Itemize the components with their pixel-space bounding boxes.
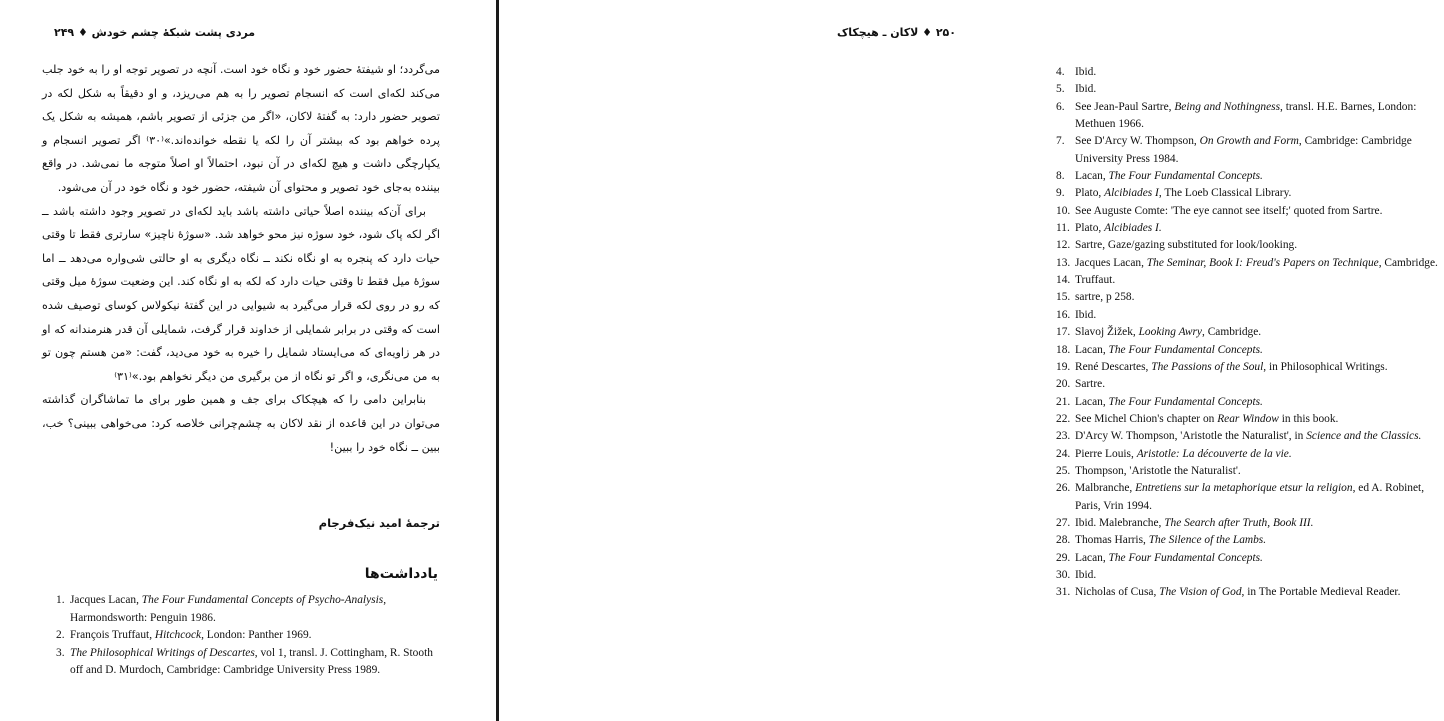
note-title: The Silence of the Lambs. <box>1148 534 1267 547</box>
note-number: 10. <box>1056 204 1071 217</box>
note-number: 24. <box>1056 447 1071 460</box>
note-text <box>1072 133 1444 168</box>
note-number: 16. <box>1056 308 1071 321</box>
note-title: The Four Fundamental Concepts. <box>1108 170 1263 183</box>
left-body-text <box>42 58 440 459</box>
note-pre: Lacan, <box>1075 170 1109 183</box>
note-text <box>1072 64 1444 81</box>
note-text <box>1072 550 1444 567</box>
note-number: 7. <box>1056 135 1065 148</box>
note-item <box>56 645 446 680</box>
note-pre: Ibid. <box>1075 308 1097 321</box>
paragraph-3: بنابراین دامی را که هیچکاک برای جف و همین طور برای ما تماشاگران گذاشته می‌توان در این قاعده از نقد لاکان به چشم‌چرانی خلاصه کرد: می‌خواهی ببینی؟ خب، ببین ــ نگاه خود را ببین! <box>42 393 440 454</box>
note-title: The Vision of God <box>1159 586 1242 599</box>
note-pre: Ibid. <box>1075 83 1097 96</box>
note-post: , in Philosophical Writings. <box>1263 360 1388 373</box>
note-item <box>1056 220 1444 237</box>
note-item <box>1056 567 1444 584</box>
note-pre: See Michel Chion's chapter on <box>1075 412 1218 425</box>
note-pre: Truffaut. <box>1075 274 1116 287</box>
note-text <box>1072 99 1444 134</box>
note-pre: Malbranche, <box>1075 482 1136 495</box>
note-text <box>1072 220 1444 237</box>
note-title: The Four Fundamental Concepts. <box>1108 343 1263 356</box>
note-text <box>1072 272 1444 289</box>
note-pre: Plato, <box>1075 222 1105 235</box>
note-text <box>1072 289 1444 306</box>
note-text <box>1072 480 1444 515</box>
note-number: 17. <box>1056 326 1071 339</box>
note-post: , Cambridge. <box>1202 326 1262 339</box>
note-number: 13. <box>1056 256 1071 269</box>
note-item <box>1056 237 1444 254</box>
note-item <box>1056 515 1444 532</box>
translator-credit: ترجمهٔ امید نیک‌فرجام <box>318 516 440 530</box>
right-running-head: ۲۵۰ ♦ لاکان ـ هیچکاک <box>836 26 956 39</box>
note-pre: Lacan, <box>1075 551 1109 564</box>
note-number: 2. <box>56 629 65 642</box>
note-item <box>1056 203 1444 220</box>
note-title: Looking Awry <box>1138 326 1202 339</box>
note-item <box>56 592 446 627</box>
note-text <box>1072 81 1444 98</box>
note-item <box>1056 411 1444 428</box>
note-number: 28. <box>1056 534 1071 547</box>
note-text <box>1072 237 1444 254</box>
note-number: 30. <box>1056 568 1071 581</box>
note-post: , Cambridge. <box>1378 256 1438 269</box>
note-title: The Four Fundamental Concepts. <box>1108 395 1263 408</box>
note-number: 25. <box>1056 464 1071 477</box>
note-text <box>1072 307 1444 324</box>
note-title: Aristotle: La découverte de la vie. <box>1136 447 1292 460</box>
note-pre: Slavoj Žižek, <box>1075 326 1139 339</box>
note-text <box>1072 394 1444 411</box>
note-text <box>1072 376 1444 393</box>
note-number: 31. <box>1056 586 1071 599</box>
note-item <box>1056 376 1444 393</box>
note-pre: See Auguste Comte: 'The eye cannot see itself;' quoted from Sartre. <box>1075 204 1383 217</box>
note-number: 27. <box>1056 516 1071 529</box>
note-pre: Lacan, <box>1075 395 1109 408</box>
note-post: , Harmondsworth: Penguin 1986. <box>70 594 387 624</box>
note-number: 14. <box>1056 274 1071 287</box>
note-text <box>1072 584 1444 601</box>
note-pre: Plato, <box>1075 187 1105 200</box>
note-number: 11. <box>1056 222 1070 235</box>
note-text <box>1072 428 1444 445</box>
left-notes-list <box>56 592 446 680</box>
note-pre: Jacques Lacan, <box>70 594 142 606</box>
note-text <box>70 592 446 627</box>
note-item <box>1056 64 1444 81</box>
note-title: Hitchcock <box>154 629 202 642</box>
left-page <box>0 0 496 721</box>
note-post: , Cambridge: Cambridge University Press 1984. <box>1075 135 1412 165</box>
note-item <box>1056 99 1444 134</box>
note-pre: Sartre, Gaze/gazing substituted for look/looking. <box>1075 239 1298 252</box>
note-item <box>1056 168 1444 185</box>
note-number: 18. <box>1056 343 1071 356</box>
note-title: Science and the Classics. <box>1306 430 1422 443</box>
note-text <box>1072 359 1444 376</box>
note-number: 9. <box>1056 187 1065 200</box>
note-title: Rear Window <box>1217 412 1279 425</box>
note-item <box>1056 428 1444 445</box>
note-text <box>1072 463 1444 480</box>
note-number: 12. <box>1056 239 1071 252</box>
notes-heading: یادداشت‌ها <box>364 566 438 582</box>
note-title: The Seminar, Book I: Freud's Papers on Technique <box>1146 256 1379 269</box>
note-text <box>70 627 446 645</box>
note-pre: D'Arcy W. Thompson, 'Aristotle the Naturalist', in <box>1075 430 1307 443</box>
note-pre: François Truffaut, <box>70 629 155 642</box>
note-number: 4. <box>1056 66 1065 78</box>
note-pre: Lacan, <box>1075 343 1109 356</box>
note-pre: René Descartes, <box>1075 360 1152 373</box>
note-item <box>1056 185 1444 202</box>
note-number: 29. <box>1056 551 1071 564</box>
note-item <box>1056 307 1444 324</box>
note-number: 26. <box>1056 482 1071 495</box>
note-number: 3. <box>56 646 65 659</box>
note-title: The Search after Truth, Book III. <box>1164 516 1314 529</box>
note-item <box>1056 81 1444 98</box>
note-item <box>1056 133 1444 168</box>
note-pre: Sartre. <box>1075 378 1106 391</box>
note-text <box>1072 324 1444 341</box>
note-item <box>1056 532 1444 549</box>
note-title: The Passions of the Soul <box>1151 360 1264 373</box>
note-pre: Pierre Louis, <box>1075 447 1137 460</box>
note-number: 22. <box>1056 412 1071 425</box>
note-text <box>1072 168 1444 185</box>
note-pre: Nicholas of Cusa, <box>1075 586 1160 599</box>
note-pre: Ibid. <box>1075 568 1097 581</box>
note-pre: See Jean-Paul Sartre, <box>1075 100 1175 113</box>
note-title: The Philosophical Writings of Descartes <box>70 646 255 659</box>
note-item <box>1056 584 1444 601</box>
note-number: 6. <box>1056 100 1065 113</box>
note-text <box>1072 185 1444 202</box>
note-number: 20. <box>1056 378 1071 391</box>
note-item <box>1056 463 1444 480</box>
note-title: Entretiens sur la metaphorique etsur la religion <box>1135 482 1353 495</box>
note-text <box>1072 255 1444 272</box>
note-item <box>56 627 446 645</box>
note-title: The Four Fundamental Concepts of Psycho-Analysis <box>141 594 384 606</box>
note-pre: See D'Arcy W. Thompson, <box>1075 135 1200 148</box>
note-pre: Ibid. <box>1075 66 1097 78</box>
note-number: 5. <box>1056 83 1065 96</box>
note-text <box>1072 342 1444 359</box>
note-number: 23. <box>1056 430 1071 443</box>
note-item <box>1056 394 1444 411</box>
note-text <box>1072 532 1444 549</box>
note-item <box>1056 359 1444 376</box>
note-post: , in The Portable Medieval Reader. <box>1241 586 1401 599</box>
note-title: The Four Fundamental Concepts. <box>1108 551 1263 564</box>
note-number: 21. <box>1056 395 1071 408</box>
note-post: , transl. H.E. Barnes, London: Methuen 1966. <box>1075 100 1417 131</box>
note-text <box>1072 446 1444 463</box>
note-title: Being and Nothingness <box>1174 100 1281 113</box>
note-post: , The Loeb Classical Library. <box>1158 187 1292 200</box>
paragraph-2: برای آن‌که بیننده اصلاً حیاتی داشته باشد باید لکه‌ای در تصویر وجود داشته باشد ــ اگر لکه پاک شود، خود سوژه نیز محو خواهد شد. «سوژهٔ ناچیز» سارتری فقط تا وقتی حیات دارد که پنجره به او نگاه نکند ــ نگاه دیگری به او حالتی شی‌واره می‌دهد ــ اما سوژهٔ میل فقط تا وقتی حیات دارد که لکه به او نگاه کند. این وضعیت سوژهٔ میل وقتی که رو در روی لکه قرار می‌گیرد به شیوایی در این گفتهٔ نیکولاس کوسای توصیف شده است که وقتی در برابر شمایلی از خداوند قرار گرفت، شمایلی آن قدر هنرمندانه که او در هر زاویه‌ای که می‌ایستاد شمایل را خیره به خود می‌دید، گفت: «من هستم چون تو به من می‌نگری، و اگر تو نگاه از من برگیری من دیگر نخواهم بود.»⁽۳۱⁾ <box>42 204 440 383</box>
note-item <box>1056 255 1444 272</box>
note-post: , ed A. Robinet, Paris, Vrin 1994. <box>1075 482 1425 512</box>
note-text <box>1072 411 1444 428</box>
note-item <box>1056 480 1444 515</box>
note-item <box>1056 272 1444 289</box>
note-pre: Thompson, 'Aristotle the Naturalist'. <box>1075 464 1241 477</box>
note-title: On Growth and Form <box>1199 135 1299 148</box>
note-number: 8. <box>1056 170 1065 183</box>
note-text <box>1072 203 1444 220</box>
note-number: 1. <box>56 594 65 606</box>
note-post: , vol 1, transl. J. Cottingham, R. Stooth off and D. Murdoch, Cambridge: Cambridge University Press 1989. <box>70 646 433 677</box>
note-pre: Jacques Lacan, <box>1075 256 1147 269</box>
note-number: 19. <box>1056 360 1071 373</box>
note-title: Alcibiades I <box>1104 187 1159 200</box>
note-post: in this book. <box>1278 412 1339 425</box>
note-item <box>1056 446 1444 463</box>
paragraph-1: می‌گردد؛ او شیفتهٔ حضور خود و نگاه خود است. آنچه در تصویر توجه او را به خود جلب می‌کند لکه‌ای است که انسجام تصویر را به هم می‌ریزد، و او دقیقاً به شکل لکه در تصویر حضور دارد: به گفتهٔ لاکان، «اگر من جزئی از تصویر باشم، همیشه به شکل یک پرده خواهم بود که بیشتر آن را لکه یا نقطه خوانده‌اند.»⁽۳۰⁾ اگر تصویر انسجام و یکپارچگی داشت و هیچ لکه‌ای در آن نبود، احتمالاً او اصلاً متوجه ما نمی‌شد. در واقع بیننده به‌جای خود تصویر و محتوای آن شیفته، حضور خود و نگاه خود در آن می‌شود. <box>42 63 441 194</box>
note-item <box>1056 550 1444 567</box>
note-pre: sartre, p 258. <box>1075 291 1135 304</box>
note-number: 15. <box>1056 291 1071 304</box>
note-item <box>1056 289 1444 306</box>
note-item <box>1056 342 1444 359</box>
note-pre: Ibid. Malebranche, <box>1075 516 1165 529</box>
left-running-head: مردی پشت شبکهٔ چشم خودش ♦ ۲۴۹ <box>54 26 256 39</box>
note-title: Alcibiades I. <box>1104 222 1162 235</box>
note-text <box>1072 567 1444 584</box>
right-notes-list <box>1056 64 1444 602</box>
note-text <box>70 645 446 680</box>
note-text <box>1072 515 1444 532</box>
note-item <box>1056 324 1444 341</box>
note-post: , London: Panther 1969. <box>201 629 312 642</box>
note-pre: Thomas Harris, <box>1075 534 1149 547</box>
right-page <box>499 0 1438 721</box>
